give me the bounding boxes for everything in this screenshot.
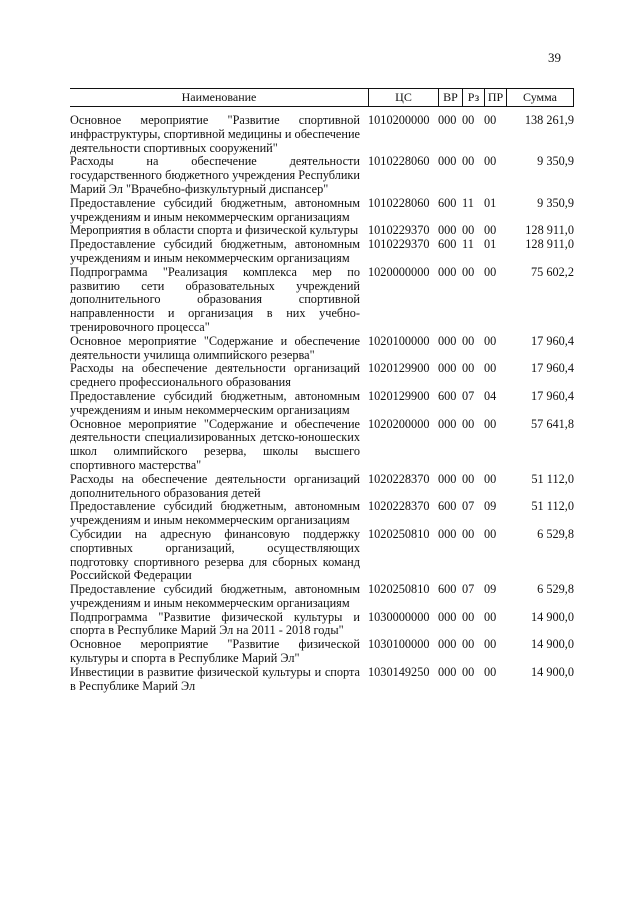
table-row [70, 155, 574, 196]
row-name: Субсидии на адресную финансовую поддержку спортивных организаций, осуществляющих подготовку спортивного резерва для сборных команд Российской Федерации [70, 526, 360, 583]
row-sum: 9 350,9 [537, 154, 574, 169]
row-rz-code: 11 [462, 237, 474, 252]
row-vr-code: 000 [438, 264, 457, 279]
row-pr-code: 00 [484, 333, 497, 348]
row-sum: 51 112,0 [531, 471, 574, 486]
row-rz-code: 00 [462, 264, 475, 279]
table-row [70, 266, 574, 335]
row-name: Предоставление субсидий бюджетным, автономным учреждениям и иным некоммерческим организациям [70, 582, 360, 610]
row-name: Инвестиции в развитие физической культуры и спорта в Республике Марий Эл [70, 664, 360, 693]
row-sum: 9 350,9 [537, 195, 574, 210]
row-cs-code: 1020250810 [368, 526, 430, 541]
row-vr-code: 000 [438, 637, 457, 652]
row-sum: 14 900,0 [530, 664, 574, 679]
row-vr-code: 000 [438, 471, 457, 486]
row-pr-code: 00 [484, 609, 497, 624]
row-cs-code: 1020250810 [368, 582, 430, 597]
row-name: Расходы на обеспечение деятельности организаций среднего профессионального образования [70, 361, 360, 390]
table-row [70, 611, 574, 639]
row-vr-code: 000 [438, 416, 457, 431]
row-pr-code: 00 [484, 361, 497, 376]
page-number: 39 [548, 50, 561, 65]
row-pr-code: 01 [484, 237, 497, 252]
table-row [70, 583, 574, 611]
row-rz-code: 07 [462, 582, 475, 597]
row-name: Предоставление субсидий бюджетным, автономным учреждениям и иным некоммерческим организациям [70, 195, 360, 224]
row-rz-code: 00 [462, 609, 475, 624]
row-pr-code: 01 [484, 195, 497, 210]
row-cs-code: 1020129900 [368, 388, 430, 403]
table-row [70, 418, 574, 473]
row-sum: 17 960,4 [530, 361, 574, 376]
table-body [70, 114, 574, 693]
row-cs-code: 1030000000 [368, 609, 430, 624]
table-row [70, 500, 574, 528]
row-pr-code: 09 [484, 499, 497, 514]
row-rz-code: 07 [462, 499, 475, 514]
row-sum: 75 602,2 [530, 264, 574, 279]
row-sum: 128 911,0 [525, 223, 574, 238]
row-pr-code: 00 [484, 223, 497, 238]
row-name: Подпрограмма "Развитие физической культуры и спорта в Республике Марий Эл на 2011 - 2018 годы" [70, 609, 360, 638]
row-sum: 138 261,9 [524, 113, 574, 127]
row-name: Расходы на обеспечение деятельности организаций дополнительного образования детей [70, 471, 360, 500]
row-sum: 51 112,0 [531, 499, 574, 514]
row-cs-code: 1010228060 [368, 154, 430, 169]
row-rz-code: 00 [462, 223, 475, 238]
row-pr-code: 09 [484, 582, 497, 597]
row-cs-code: 1020228370 [368, 499, 430, 514]
header-sum: Сумма [506, 89, 574, 106]
row-sum: 14 900,0 [530, 609, 574, 624]
table-row [70, 238, 574, 266]
row-rz-code: 00 [462, 361, 475, 376]
row-sum: 14 900,0 [530, 637, 574, 652]
row-pr-code: 00 [484, 471, 497, 486]
row-name: Предоставление субсидий бюджетным, автономным учреждениям и иным некоммерческим организациям [70, 237, 360, 265]
row-cs-code: 1010228060 [368, 195, 430, 210]
row-vr-code: 600 [438, 237, 457, 252]
row-rz-code: 00 [462, 664, 475, 679]
table-row [70, 666, 574, 694]
row-sum: 57 641,8 [530, 416, 574, 431]
row-vr-code: 000 [438, 113, 457, 127]
row-name: Мероприятия в области спорта и физической культуры [70, 223, 359, 238]
row-cs-code: 1020100000 [368, 333, 430, 348]
row-rz-code: 00 [462, 637, 475, 652]
header-cs: ЦС [368, 89, 438, 106]
row-cs-code: 1030100000 [368, 637, 430, 652]
table-row [70, 473, 574, 501]
row-pr-code: 00 [484, 526, 497, 541]
row-sum: 6 529,8 [537, 526, 574, 541]
row-rz-code: 07 [462, 388, 475, 403]
table-row [70, 224, 574, 238]
row-name: Основное мероприятие "Развитие спортивной инфраструктуры, спортивной медицины и обеспечение деятельности спортивных сооружений" [70, 113, 361, 155]
row-sum: 17 960,4 [530, 333, 574, 348]
table-row [70, 362, 574, 390]
table-row [70, 197, 574, 225]
row-name: Предоставление субсидий бюджетным, автономным учреждениям и иным некоммерческим организациям [70, 499, 360, 528]
row-name: Основное мероприятие "Содержание и обеспечение деятельности училища олимпийского резерва" [70, 333, 360, 362]
row-vr-code: 000 [438, 664, 457, 679]
row-cs-code: 1020129900 [368, 361, 430, 376]
row-vr-code: 600 [438, 388, 457, 403]
row-pr-code: 00 [484, 264, 497, 279]
row-pr-code: 00 [484, 664, 497, 679]
row-name: Расходы на обеспечение деятельности государственного бюджетного учреждения Республики Марий Эл "Врачебно-физкультурный диспансер" [70, 154, 360, 196]
row-cs-code: 1010229370 [368, 223, 430, 238]
row-rz-code: 00 [462, 113, 475, 127]
row-vr-code: 600 [438, 582, 457, 597]
row-pr-code: 00 [484, 113, 497, 127]
row-cs-code: 1020200000 [368, 416, 430, 431]
row-cs-code: 1030149250 [368, 664, 430, 679]
row-name: Основное мероприятие "Содержание и обеспечение деятельности специализированных детско-юношеских школ олимпийского резерва, школы высшего спортивного мастерства" [70, 416, 360, 472]
budget-table [70, 88, 574, 693]
row-rz-code: 00 [462, 471, 475, 486]
row-cs-code: 1020000000 [368, 264, 430, 279]
table-row [70, 390, 574, 418]
row-sum: 128 911,0 [525, 237, 574, 252]
header-rz: Рз [462, 89, 484, 106]
table-row [70, 114, 574, 155]
row-vr-code: 000 [438, 609, 457, 624]
row-pr-code: 00 [484, 154, 497, 169]
header-name: Наименование [181, 90, 257, 104]
row-pr-code: 00 [484, 416, 497, 431]
row-vr-code: 600 [438, 499, 457, 514]
row-name: Подпрограмма "Реализация комплекса мер по развитию сети образовательных учреждений дополнительного образования спортивной направленности и организация в них учебно-тренировочного процесса" [70, 264, 360, 334]
row-cs-code: 1010229370 [368, 237, 430, 252]
row-rz-code: 11 [462, 195, 474, 210]
row-name: Предоставление субсидий бюджетным, автономным учреждениям и иным некоммерческим организациям [70, 388, 360, 417]
row-vr-code: 000 [438, 154, 457, 169]
header-vr: ВР [438, 89, 462, 106]
row-sum: 6 529,8 [537, 582, 574, 597]
row-cs-code: 1020228370 [368, 471, 430, 486]
table-row [70, 335, 574, 363]
row-vr-code: 000 [438, 333, 457, 348]
row-pr-code: 04 [484, 388, 497, 403]
row-rz-code: 00 [462, 526, 475, 541]
row-vr-code: 000 [438, 223, 457, 238]
table-header [70, 88, 574, 107]
table-row [70, 638, 574, 666]
row-rz-code: 00 [462, 416, 475, 431]
header-pr: ПР [484, 89, 506, 106]
row-cs-code: 1010200000 [368, 113, 430, 127]
row-rz-code: 00 [462, 154, 475, 169]
row-vr-code: 000 [438, 526, 457, 541]
row-name: Основное мероприятие "Развитие физической культуры и спорта в Республике Марий Эл" [70, 637, 360, 666]
row-vr-code: 600 [438, 195, 457, 210]
row-rz-code: 00 [462, 333, 475, 348]
row-pr-code: 00 [484, 637, 497, 652]
table-row [70, 528, 574, 583]
row-vr-code: 000 [438, 361, 457, 376]
row-sum: 17 960,4 [530, 388, 574, 403]
